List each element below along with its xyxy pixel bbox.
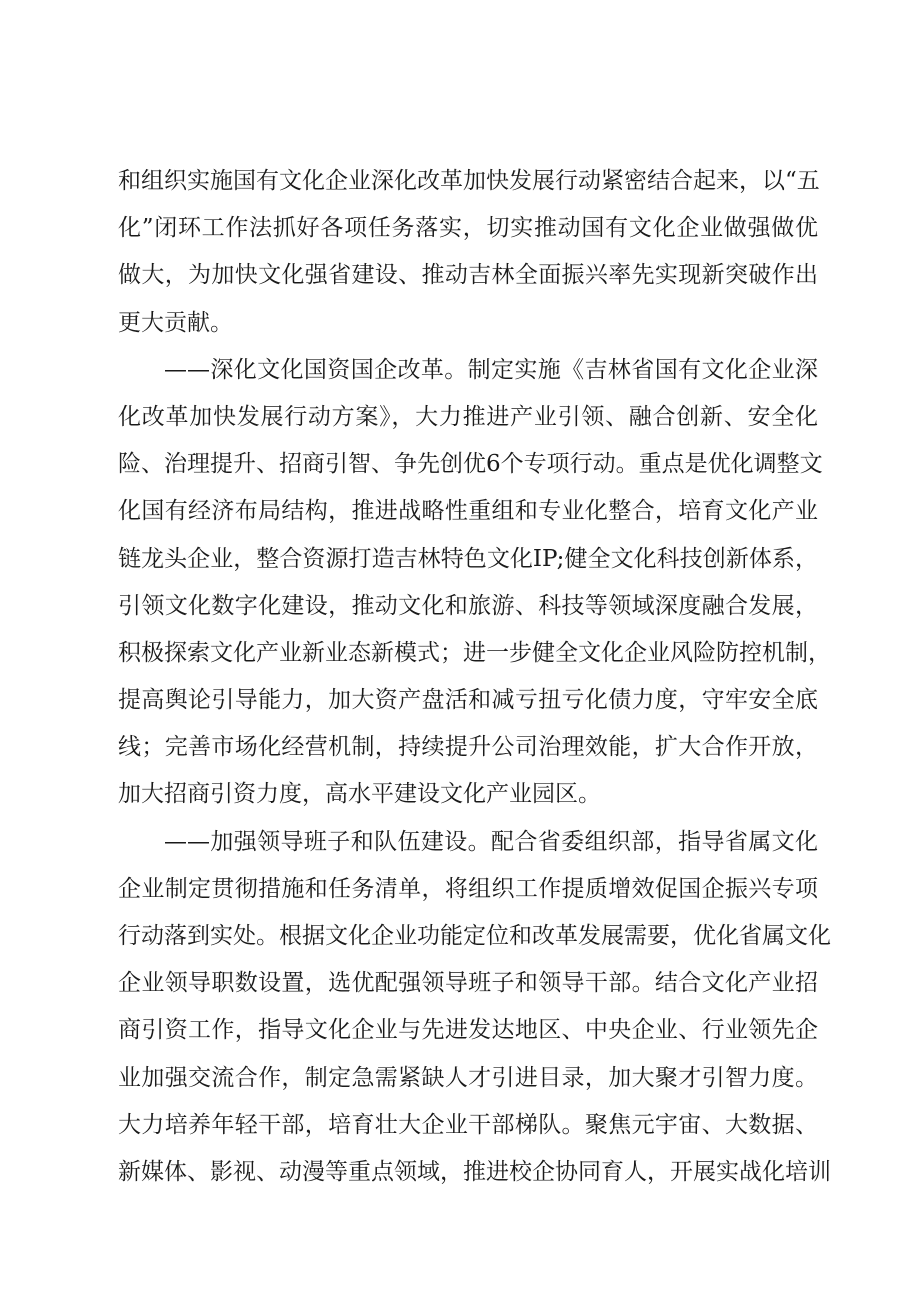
text-line: 做大，为加快文化强省建设、推动吉林全面振兴率先实现新突破作出: [118, 262, 818, 289]
text-line: 提高舆论引导能力，加大资产盘活和减亏扭亏化债力度，守牢安全底: [118, 687, 818, 714]
document-body: [118, 158, 831, 1196]
text-line: 业加强交流合作，制定急需紧缺人才引进目录，加大聚才引智力度。: [118, 1064, 818, 1091]
text-line: 行动落到实处。根据文化企业功能定位和改革发展需要，优化省属文化: [118, 923, 831, 949]
text-line: 更大贡献。: [118, 309, 233, 336]
text-line: 企业领导职数设置，选优配强领导班子和领导干部。结合文化产业招: [118, 970, 818, 997]
text-line: 新媒体、影视、动漫等重点领域，推进校企协同育人，开展实战化培训: [118, 1158, 831, 1185]
text-line: 和组织实施国有文化企业深化改革加快发展行动紧密结合起来，以“五: [118, 168, 820, 194]
text-line: 加大招商引资力度，高水平建设文化产业园区。: [118, 781, 601, 808]
text-line: 引领文化数字化建设，推动文化和旅游、科技等领域深度融合发展，: [118, 592, 818, 619]
text-line: 线；完善市场化经营机制，持续提升公司治理效能，扩大合作开放，: [118, 734, 818, 761]
text-line: 大力培养年轻干部，培育壮大企业干部梯队。聚焦元宇宙、大数据、: [118, 1111, 818, 1138]
paragraph-continuation: [118, 158, 818, 347]
paragraph-reform: [118, 347, 831, 819]
text-line: ——加强领导班子和队伍建设。配合省委组织部，指导省属文化: [164, 828, 818, 855]
paragraph-leadership: [118, 819, 831, 1197]
text-line: 商引资工作，指导文化企业与先进发达地区、中央企业、行业领先企: [118, 1017, 818, 1044]
text-line: 积极探索文化产业新业态新模式；进一步健全文化企业风险防控机制，: [118, 639, 831, 666]
text-line: 企业制定贯彻措施和任务清单，将组织工作提质增效促国企振兴专项: [118, 875, 818, 902]
text-line: 化改革加快发展行动方案》，大力推进产业引领、融合创新、安全化: [118, 403, 818, 430]
text-line: ——深化文化国资国企改革。制定实施《吉林省国有文化企业深: [164, 356, 818, 383]
text-line: 化国有经济布局结构，推进战略性重组和专业化整合，培育文化产业: [118, 498, 818, 525]
text-line: 链龙头企业，整合资源打造吉林特色文化IP;健全文化科技创新体系，: [118, 545, 818, 572]
text-line: 化”闭环工作法抓好各项任务落实，切实推动国有文化企业做强做优: [118, 215, 818, 242]
text-line: 险、治理提升、招商引智、争先创优6个专项行动。重点是优化调整文: [118, 451, 823, 478]
